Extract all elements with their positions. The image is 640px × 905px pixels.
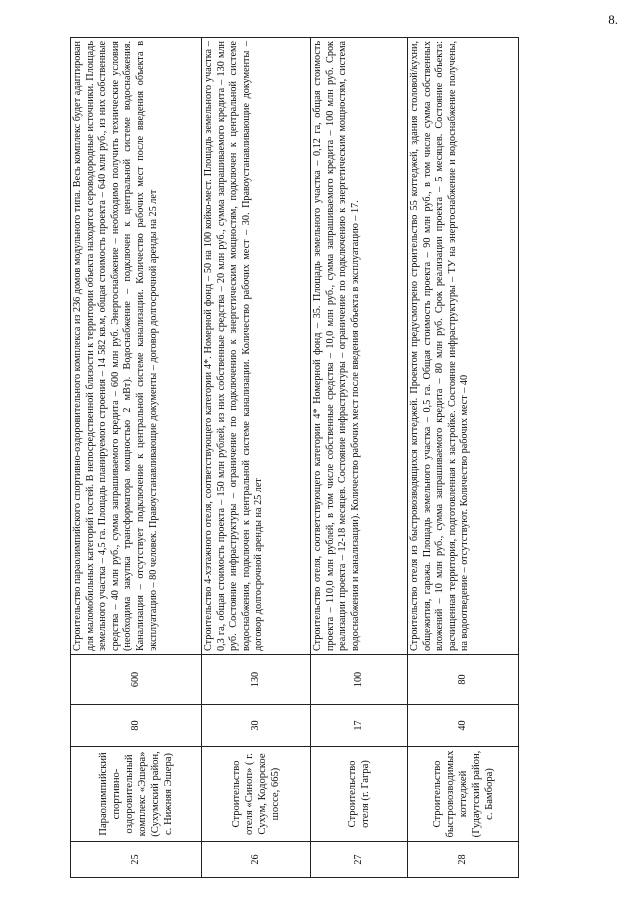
table-row	[202, 38, 311, 878]
project-description: Строительство отеля из быстровозводящихся коттеджей. Проектом предусмотрено строительство 55 коттеджей, здания столовой/кухни, общежития, гаража. Площадь земельного участка – 0,5 га. Общая стоимость проекта – 90 млн руб., в том числе сумма собственных вложений – 10 млн руб., сумма запрашиваемого кредита – 80 млн руб. Срок реализации проекта – 5 месяцев. Состояние объекта: расчищенная территория, подготовленная к застройке. Состояние инфраструктуры – ТУ на энергоснабжение и водоснабжение получены, на водоотведение – отсутствуют. Количество рабочих мест – 40	[408, 38, 519, 655]
table-row	[311, 38, 408, 878]
jobs-value: 17	[311, 705, 408, 747]
row-number: 25	[71, 842, 202, 878]
project-name: Строительство отеля «Синоп» ( г. Сухум, Кодорское шоссе, 665)	[202, 747, 311, 842]
rotated-table-wrapper	[70, 38, 518, 878]
table-row	[71, 38, 202, 878]
row-number: 28	[408, 842, 519, 878]
credit-value: 130	[202, 655, 311, 705]
table-row	[408, 38, 519, 878]
project-description: Строительство 4-хэтажного отеля, соответствующего категории 4*. Номерной фонд – 50 на 100 койко-мест. Площадь земельного участка – 0,3 га, общая стоимость проекта – 150 млн рублей, из них собственные средства – 20 млн руб., сумма запрашиваемого кредита – 130 млн руб. Состояние инфраструктуры – ограничение по подключению к энергетическим мощностям, подключен к центральной системе водоснабжения, подключен к центральной системе канализации. Количество рабочих мест – 30. Правоустанавливающие документы – договор долгосрочной аренды на 25 лет	[202, 38, 311, 655]
projects-table	[70, 37, 519, 878]
project-name: Строительство отеля (г. Гагра)	[311, 747, 408, 842]
credit-value: 80	[408, 655, 519, 705]
jobs-value: 30	[202, 705, 311, 747]
row-number: 26	[202, 842, 311, 878]
jobs-value: 80	[71, 705, 202, 747]
row-number: 27	[311, 842, 408, 878]
project-name: Параолимпийский спортивно-оздоровительный комплекс «Эшера» (Сухумский район, с. Нижняя Эшера)	[71, 747, 202, 842]
page-number: 8.	[608, 12, 618, 27]
project-name: Строительство быстровозводимых коттеджей (Гудаутский район, с. Бамбора)	[408, 747, 519, 842]
project-description: Строительство параолимпийского спортивно-оздоровительного комплекса из 236 домов модульного типа. Весь комплекс будет адаптирован для маломобильных категорий гостей. В непосредственной близости к территории объекта находятся сероводородные источники. Площадь земельного участка – 4,5 га. Площадь планируемого строения – 14 582 кв.м, общая стоимость проекта – 640 млн руб., из них собственные средства – 40 млн руб., сумма запрашиваемого кредита – 600 млн руб. Энергоснабжение – необходимо получить технические условия (необходима закупка трансформатора мощностью 2 мВт). Водоснабжение – подключен к центральной системе водоснабжения. Канализация – отсутствует подключение к центральной системе канализации. Количество рабочих мест после введения объекта в эксплуатацию – 80 человек. Правоустанавливающие документы – договор долгосрочной аренды на 25 лет	[71, 38, 202, 655]
project-description: Строительство отеля, соответствующего категории 4* Номерной фонд – 35. Площадь земельного участка – 0,12 га, общая стоимость проекта – 110,0 млн рублей, в том числе собственные средства – 10,0 млн руб., сумма запрашиваемого кредита – 100 млн руб. Срок реализации проекта – 12-18 месяцев. Состояние инфраструктуры – ограничение по подключению к энергетическим мощностям, система водоснабжения и канализации). Количество рабочих мест после введения объекта в эксплуатацию – 17.	[311, 38, 408, 655]
jobs-value: 40	[408, 705, 519, 747]
credit-value: 600	[71, 655, 202, 705]
credit-value: 100	[311, 655, 408, 705]
